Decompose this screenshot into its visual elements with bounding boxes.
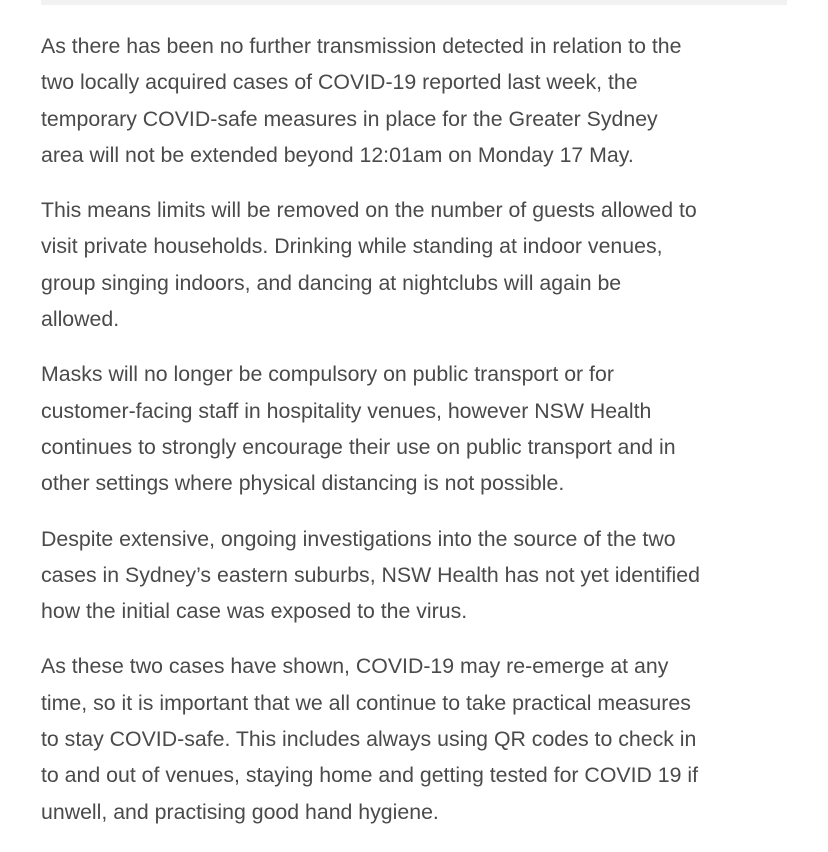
paragraph-investigations <box>41 521 801 630</box>
text-line: to and out of venues, staying home and getting tested for COVID 19 if <box>41 763 699 788</box>
text-line: area will not be extended beyond 12:01am on Monday 17 May. <box>41 142 634 167</box>
top-divider <box>41 0 787 5</box>
text-line: cases in Sydney’s eastern suburbs, NSW Health has not yet identified <box>41 562 700 587</box>
paragraph-masks <box>41 356 801 501</box>
text-line: This means limits will be removed on the number of guests allowed to <box>41 198 697 223</box>
text-line: Despite extensive, ongoing investigations into the source of the two <box>41 526 676 551</box>
paragraph-limits <box>41 192 801 337</box>
text-line: unwell, and practising good hand hygiene. <box>41 799 439 824</box>
text-line: continues to strongly encourage their use on public transport and in <box>41 434 676 459</box>
paragraph-transmission <box>41 28 801 173</box>
article-body <box>41 28 801 849</box>
text-line: group singing indoors, and dancing at nightclubs will again be <box>41 270 622 295</box>
text-line: other settings where physical distancing is not possible. <box>41 471 565 496</box>
text-line: visit private households. Drinking while standing at indoor venues, <box>41 234 663 259</box>
text-line: temporary COVID-safe measures in place for the Greater Sydney <box>41 106 658 131</box>
text-line: Masks will no longer be compulsory on public transport or for <box>41 362 614 387</box>
text-line: As these two cases have shown, COVID-19 may re-emerge at any <box>41 654 669 679</box>
paragraph-covid-safe <box>41 648 801 829</box>
text-line: allowed. <box>41 307 120 332</box>
text-line: to stay COVID-safe. This includes always using QR codes to check in <box>41 727 697 752</box>
text-line: time, so it is important that we all continue to take practical measures <box>41 690 691 715</box>
text-line: how the initial case was exposed to the virus. <box>41 599 468 624</box>
text-line: two locally acquired cases of COVID-19 reported last week, the <box>41 70 638 95</box>
text-line: customer-facing staff in hospitality venues, however NSW Health <box>41 398 652 423</box>
text-line: As there has been no further transmission detected in relation to the <box>41 34 682 58</box>
